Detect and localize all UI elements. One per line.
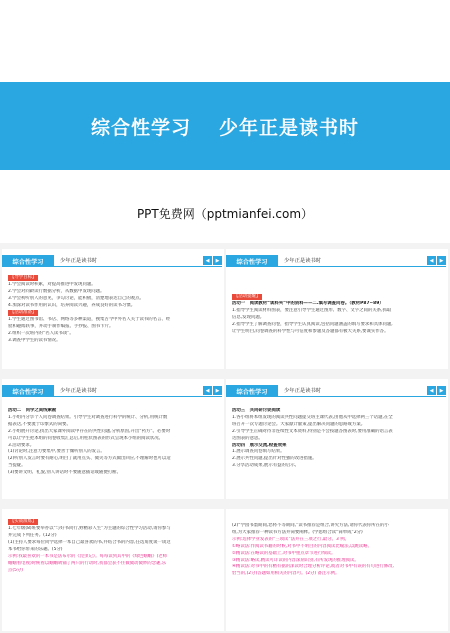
body-line: 1.各小组将本组发现的阅读共性问题提交班主课代表,由他从中选择两三个话题,在全 [232, 414, 393, 420]
slide-body [232, 294, 442, 336]
body-line: 1.展示调查问卷填写结果。 [232, 449, 285, 455]
activity-heading: 活动三 共同研讨促阅读 [232, 408, 281, 413]
header-divider [54, 266, 222, 267]
prev-arrow-icon[interactable]: ◀ [203, 386, 212, 395]
answer-line: 蝈蝈看电视)时候看以蝈蝈吸铺了两只的行动时,我都会获不住微微动微妙的念趣,乐 [8, 560, 167, 566]
slide-body [232, 523, 442, 578]
body-line: 2.引导学生正确对待非连续性文本资料,特别是不会按题答图表时,要用准确的语言表 [232, 428, 393, 434]
body-line: 3.分享活动成果,展示有益的启示。 [232, 463, 300, 469]
body-line: 2.小组展开讨论,找出大家课外阅读中存在的共性问题,分析原因,开出“药方”。必要时 [8, 428, 171, 434]
prev-arrow-icon[interactable]: ◀ [427, 386, 436, 395]
section-tag: 综合性学习 [2, 255, 54, 267]
prev-arrow-icon[interactable]: ◀ [203, 256, 212, 265]
header-divider [278, 266, 446, 267]
body-line: 1.学会阅读时积累，对提高推进中发现问题。 [8, 282, 96, 288]
slide-header [226, 255, 448, 267]
slide-title: 少年正是读书时 [60, 388, 98, 394]
body-line: (3)要讲文明、礼貌,别人讲话时不要随意插话或随便打断。 [8, 470, 121, 476]
slide-activity-one [226, 249, 448, 369]
slide-activity-three [226, 379, 448, 499]
slide-guide-goals [2, 249, 224, 369]
slide-activity-two [2, 379, 224, 499]
header-divider [278, 396, 446, 397]
body-line: 3.学会初听别人的意见，争勾讨论，能积极，清楚地表达自己的观点。 [8, 296, 144, 302]
slide-nav [203, 386, 222, 395]
section-tag: 综合性学习 [226, 255, 278, 267]
section-tag: 综合性学习 [226, 385, 278, 397]
body-line: 当提疑。 [8, 463, 26, 469]
section-label: 【实战演练】 [10, 519, 37, 524]
answer-line: ④精读法:对书中的有精有据的深读时合理分析评论,或者对书中有误的有句进行修改, [232, 564, 394, 570]
activity-heading: 活动一 阅读教材“谈料夹”中的资料——二.填写调查问卷。（教材P87~89） [232, 301, 384, 307]
cover-title-right: 少年正是读书时 [219, 116, 360, 139]
body-line: 验和趣闻轶事，并动手制作编报、手抄报、图书卡片。 [8, 324, 114, 330]
header-divider [54, 396, 222, 397]
body-line: (2)“学园书墨期间,您将不等期间,”读书推荐是组合,讲究方法,请你代表你所在的小 [232, 523, 389, 528]
slide-body [8, 519, 218, 575]
slide-practice-continued [226, 509, 448, 631]
next-arrow-icon[interactable]: ▶ [437, 386, 446, 395]
prev-arrow-icon[interactable]: ◀ [427, 256, 436, 265]
body-line: 2.学会对同龄读行数据分析，从数据中发现问题。 [8, 289, 105, 295]
body-line: 班召开一次专题讨论会。大家献计献策,提出解决问题的思路或方案。 [232, 421, 366, 427]
section-label: 【活动准备】 [10, 310, 37, 316]
answer-line: ①略读法:作阅读书籍的时候,对书中不明白的内容阅读比喻法,以跳读略。 [232, 543, 372, 549]
site-watermark: PPT免费网（pptmianfei.com） [136, 207, 314, 221]
activity-heading: 活动二 同学之间线索勘 [8, 408, 57, 413]
body-line: 2.组织一次班内的“名人读书谈”。 [8, 331, 74, 337]
next-arrow-icon[interactable]: ▶ [437, 256, 446, 265]
body-line: 1.学生通过图书馆、书店、网络等多种渠道，搜集古今中外名人关于读书的名言、经 [8, 317, 171, 323]
answer-line: 恰当的,(2分)答题如用相关的内容可。(2分) 备注示例。 [232, 571, 340, 577]
answer-line: ③精读法:略读,精读可详读的内容深刻识别,有所发现的推理阅读。 [232, 557, 359, 563]
slide-title: 少年正是读书时 [284, 388, 322, 394]
slide-body [232, 408, 442, 470]
slide-nav [203, 256, 222, 265]
body-line: 让学生明白,问卷调查的科学性与可信度和参题及答题都有极大关系,要诚实作答。 [232, 329, 389, 335]
answer-line: 示例:我最喜欢的一本书是法布尔的《昆虫记》。每每读到其中的《绿色蝈蝈》(老师 [8, 554, 168, 560]
body-line: 2.展示共性问题,提出针对性强的改进措施。 [232, 456, 317, 462]
activity-heading: 活动四 展示交流,检查效果 [232, 442, 287, 448]
section-tag: 综合性学习 [2, 385, 54, 397]
section-label: 【活动提醒】 [234, 294, 261, 299]
slide-header [2, 255, 224, 267]
body-line: 1.小组内分享个人问卷调查结果。引导学生对调查进行科学的统计、分析,用统计数 [8, 414, 168, 420]
body-line: 并完成下列任务。(12分) [8, 533, 57, 539]
section-label: 【导学目标】 [10, 275, 37, 280]
body-line: 本书给你带来的乐趣。(5分) [8, 547, 63, 553]
body-line: 信息,发现问题。 [232, 315, 265, 321]
body-line: (1)主持人要求每位同学选择一本自己最喜欢的书,并结合书的内容,任选角度谈一谈这 [8, 540, 171, 546]
next-arrow-icon[interactable]: ▶ [213, 256, 222, 265]
slide-body [8, 275, 218, 345]
slide-header [2, 385, 224, 397]
slide-title: 少年正是读书时 [284, 258, 322, 264]
body-line: 4.加深对读书作用的认识，培养阅读兴趣，养成良好的读书习惯。 [8, 303, 136, 309]
body-line: (1)讨论时,注意力要集中,要善于倾听别人的发言。 [8, 449, 105, 455]
body-line: 可以让学生把本组的问卷收集汇总后,用柱状图表的形式呈现本小组的阅读状况。 [8, 435, 164, 441]
cover-slide [0, 0, 450, 243]
answer-line: ②精读法:在略读的基础上,对书中重点章节进行细读。 [232, 550, 336, 556]
body-line: 达图表的意思。 [232, 435, 263, 441]
answer-line: 示例:选择学业发表的“三项读”法并在三项之行,最分。3 例。 [232, 536, 349, 542]
body-line: 3.活动要求。 [8, 442, 35, 448]
body-line: 2.指导学生了解调查问卷，指导学生认真阅读,包括问题涵盖的填写要求和具体问题, [232, 322, 393, 328]
body-line: 组,为大家推荐一种读书方法并简要阐释。(学思组合读“简单成”2分) [232, 529, 363, 535]
slide-nav [427, 386, 446, 395]
body-line: 3.调查中学生的读书情况。 [8, 338, 61, 344]
body-line: 1.指导学生阅读材料图表，要注意引导学生通过图形、数字、文字之间的关系,抓取 [232, 308, 392, 314]
body-line: (2)听别人发言时要有耐心,明白了就用点头、微笑等方式做出回应,不理解时也可以适 [8, 456, 171, 462]
slide-body [8, 408, 218, 477]
cover-title-left: 综合性学习 [90, 116, 191, 139]
body-line: 1.七年级(8)班要举办以“与好书同行,野精彩人生”为主题的综合性学习活动,请你参与 [8, 526, 171, 532]
slide-nav [427, 256, 446, 265]
answer-line: 点(5分) [8, 567, 24, 573]
body-line: 据表达,不要流于印象式的简要。 [8, 421, 71, 427]
cover-title [0, 82, 450, 170]
slide-title: 少年正是读书时 [60, 258, 98, 264]
slide-header [226, 385, 448, 397]
next-arrow-icon[interactable]: ▶ [213, 386, 222, 395]
slide-practice [2, 509, 224, 631]
